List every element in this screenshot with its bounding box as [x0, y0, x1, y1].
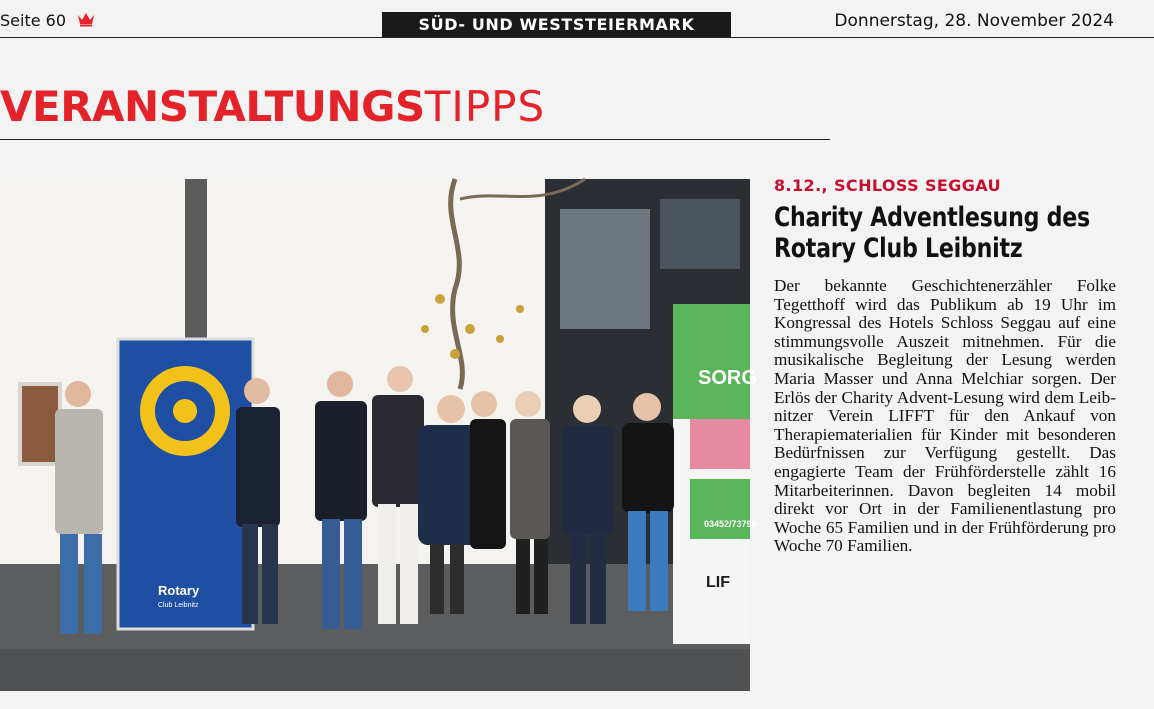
lifft-banner-phone: 03452/73790: [704, 519, 757, 529]
rotary-banner-sub: Club Leibnitz: [158, 602, 199, 609]
page-headline: [0, 82, 545, 132]
article-body: Der bekannte Geschichtenerzähler Folke Tegetthoff wird das Publikum ab 19 Uhr im Kongressal des Hotels Schloss Seggau auf eine stimmungsvolle Auszeit mitnehmen. Für die musikalische Begleitung der Lesung werden Maria Masser und Anna Melchiar sorgen. Der Erlös der Charity Advent-Lesung wird dem Leibnitzer Verein LIFFT für den Ankauf von Therapiematerialien für Kinder mit besonderen Bedürfnissen zur Verfügung gestellt. Das engagierte Team der Frühförderstelle zählt 16 Mitarbeiterinnen. Davon begleiten 14 mobil direkt vor Ort in der Familienentlastung pro Woche 65 Familien und in der Frühförderung pro Woche 70 Familien.: [774, 276, 1116, 556]
issue-date: Donnerstag, 28. November 2024: [834, 11, 1114, 31]
headline-rule: [0, 139, 830, 140]
header-rule: [0, 37, 1154, 38]
group-photo: [0, 179, 757, 691]
article-kicker: 8.12., SCHLOSS SEGGAU: [774, 176, 1001, 195]
headline-bold: VERANSTALTUNGS: [0, 82, 425, 131]
page-header: [0, 0, 1154, 40]
rotary-banner-label: Rotary: [158, 583, 200, 598]
crown-icon: [77, 11, 95, 27]
lifft-banner-logo: LIF: [706, 574, 730, 591]
photo-illustration: [0, 179, 757, 691]
lifft-banner-text: SORG: [698, 367, 757, 389]
headline-light: TIPPS: [424, 82, 546, 131]
article: [774, 176, 1116, 556]
page-number: Seite 60: [0, 11, 67, 30]
article-title: Charity Adventlesung des Rotary Club Leibnitz: [774, 202, 1090, 264]
section-badge: SÜD- UND WESTSTEIERMARK: [382, 12, 731, 38]
